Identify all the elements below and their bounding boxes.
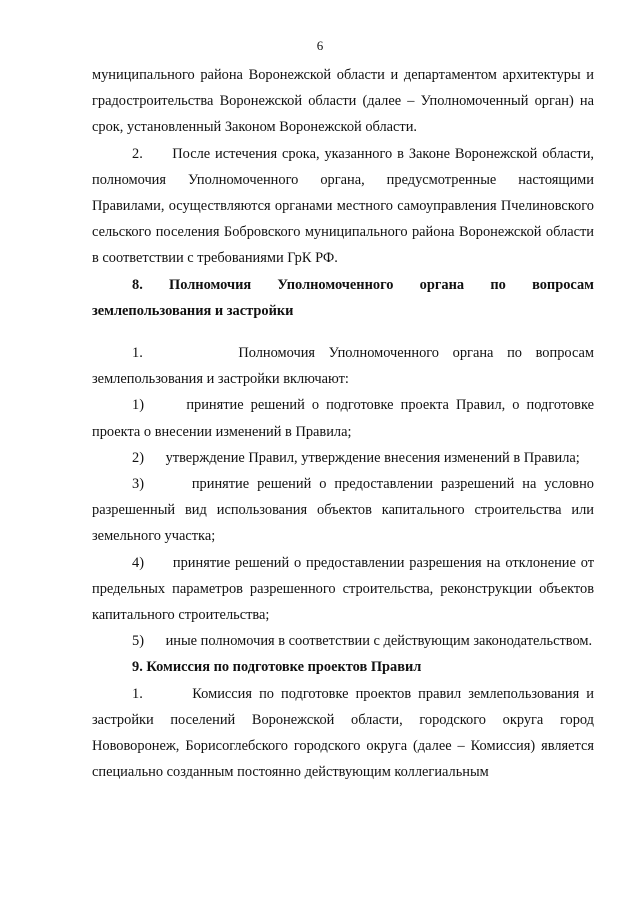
list-item-text: иные полномочия в соответствии с действующим законодательством. [165,633,593,650]
section-9-paragraph-text: Комиссия по подготовке проектов правил землепользования и застройки поселений Воронежской области, городского округа город Нововоронеж, Борисоглебского городского округа (далее – Комиссия) является специально созданным постоянно действующим коллегиальным [92,685,594,781]
list-item [92,628,594,654]
section-9-paragraph-1 [92,681,594,786]
section-9-heading: 9. Комиссия по подготовке проектов Правил [132,659,422,676]
paragraph-2-text: После истечения срока, указанного в Законе Воронежской области, полномочия Уполномоченного органа, предусмотренные настоящими Правилами, осуществляются органами местного самоуправления Пчелиновского сельского поселения Бобровского муниципального района Воронежской области в соответствии с требованиями ГрК РФ. [92,145,594,267]
list-item [92,445,594,471]
list-item [92,471,594,550]
list-item-number: 3) [132,476,144,493]
list-item-number: 5) [132,633,144,650]
section-8-heading: 8. Полномочия Уполномоченного органа по вопросам землепользования и застройки [92,276,594,319]
section-8-intro-text: Полномочия Уполномоченного органа по вопросам землепользования и застройки включают: [92,345,595,388]
document-body [92,62,594,785]
paragraph-2-number: 2. [132,145,143,162]
list-item-text: принятие решений о предоставлении разрешения на отклонение от предельных параметров разрешенного строительства, реконструкции объектов капитального строительства; [92,554,595,624]
section-8-intro [92,340,594,392]
paragraph-2 [92,141,594,272]
spacer [92,324,594,340]
list-item-text: утверждение Правил, утверждение внесения изменений в Правила; [165,449,580,466]
section-9-paragraph-number: 1. [132,685,143,702]
section-8-intro-number: 1. [132,345,143,362]
list-item-number: 4) [132,554,144,571]
page-number: 6 [316,38,324,53]
list-item [92,392,594,444]
list-item-number: 2) [132,449,144,466]
list-item-text: принятие решений о подготовке проекта Правил, о подготовке проекта о внесении изменений в Правила; [92,397,594,440]
list-item-number: 1) [132,397,144,414]
list-item [92,550,594,629]
list-item-text: принятие решений о предоставлении разрешений на условно разрешенный вид использования объектов капитального строительства или земельного участка; [92,476,594,545]
continuation-paragraph: муниципального района Воронежской области и департаментом архитектуры и градостроительства Воронежской области (далее – Уполномоченный орган) на срок, установленный Законом Воронежской области. [92,67,594,136]
